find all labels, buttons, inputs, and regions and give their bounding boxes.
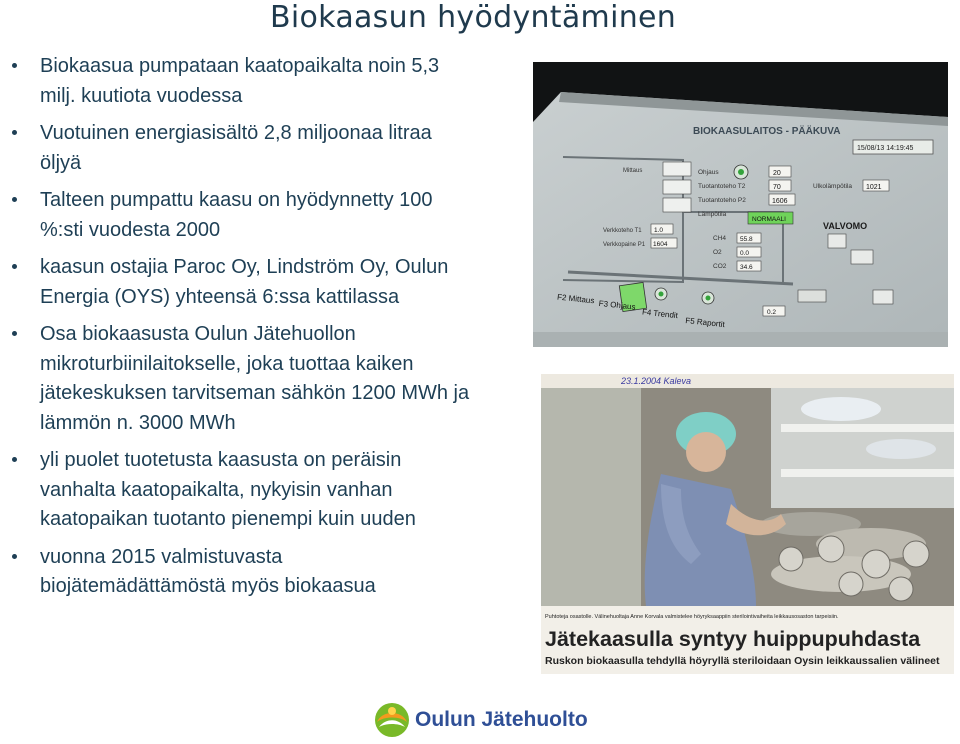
- bullet-dot: [12, 63, 17, 68]
- scada-label: Ulkolämpötila: [813, 183, 853, 190]
- scada-value: 55.8: [740, 236, 753, 243]
- bullet-item: [0, 119, 470, 178]
- bullet-text: Biokaasua pumpataan kaatopaikalta noin 5,3 milj. kuutiota vuodessa: [40, 55, 440, 107]
- scada-timestamp: 15/08/13 14:19:45: [857, 145, 914, 152]
- scada-value: 1604: [653, 241, 668, 248]
- scada-value: 34.6: [740, 264, 753, 271]
- scada-title: BIOKAASULAITOS - PÄÄKUVA: [693, 126, 841, 137]
- bullet-text: yli puolet tuotetusta kaasusta on peräisin vanhalta kaatopaikalta, nykyisin vanhan kaatopaikan tuotanto pienempi kuin uuden: [40, 449, 416, 530]
- slide-title: Biokaasun hyödyntäminen: [270, 0, 677, 35]
- bullet-dot: [12, 130, 17, 135]
- bullet-text: Osa biokaasusta Oulun Jätehuollon mikroturbiinilaitokselle, joka tuottaa kaiken jätekeskuksen tarvitseman sähkön 1200 MWh ja lämmön n. 3000 MWh: [40, 323, 470, 434]
- scada-fkey: F2 Mittaus: [556, 292, 595, 306]
- scada-label: Verkkoteho T1: [603, 228, 642, 234]
- scada-label: Tuotantoteho T2: [698, 183, 746, 190]
- scada-value: 1606: [772, 198, 788, 205]
- clipping-caption: Puhtoteja osastolle. Välinehuoltaja Anne Korvala valmistelee höyryksaappiin sterilointivaiheita leikkausosaston tarpeisiin.: [545, 614, 839, 620]
- scada-label: Verkkopaine P1: [603, 242, 646, 248]
- scada-label: CH4: [713, 235, 727, 242]
- clipping-illustration: [541, 374, 954, 674]
- scada-value: 1021: [866, 184, 882, 191]
- bullet-dot: [12, 264, 17, 269]
- bullet-item: [0, 186, 470, 245]
- scada-label: Ohjaus: [698, 169, 719, 176]
- scada-valvomo: VALVOMO: [823, 221, 868, 231]
- bullet-dot: [12, 331, 17, 336]
- bullet-item: [0, 52, 470, 111]
- newspaper-clipping: [541, 374, 954, 674]
- scada-value: 1.0: [654, 227, 664, 234]
- bullet-text: Talteen pumpattu kaasu on hyödynnetty 100 %:sti vuodesta 2000: [40, 189, 433, 241]
- scada-value: 70: [773, 184, 781, 191]
- bullet-dot: [12, 197, 17, 202]
- clipping-date-note: 23.1.2004 Kaleva: [621, 376, 692, 386]
- scada-value: 0.2: [767, 309, 777, 316]
- scada-label: Tuotantoteho P2: [698, 197, 746, 204]
- bullet-item: [0, 320, 470, 438]
- bullet-list: [0, 52, 470, 610]
- scada-screen-illustration: [533, 62, 948, 347]
- bullet-item: [0, 446, 470, 535]
- bullet-text: kaasun ostajia Paroc Oy, Lindström Oy, Oulun Energia (OYS) yhteensä 6:ssa kattilassa: [40, 256, 449, 308]
- scada-fkey: F4 Trendit: [641, 307, 679, 321]
- clipping-subheadline: Ruskon biokaasulla tehdyllä höyryllä steriloidaan Oysin leikkaussalien välineet: [545, 655, 940, 667]
- scada-fkey: F5 Raportit: [684, 316, 726, 330]
- bullet-dot: [12, 554, 17, 559]
- logo-text: Oulun Jätehuolto: [415, 708, 588, 731]
- scada-value: 20: [773, 170, 781, 177]
- scada-screen-photo: [533, 62, 948, 347]
- clipping-headline: Jätekaasulla syntyy huippupuhdasta: [545, 627, 921, 651]
- scada-value: 0.0: [740, 250, 750, 257]
- svg-text:Mittaus: Mittaus: [623, 168, 643, 174]
- logo-emblem-icon: [372, 700, 412, 740]
- scada-label: CO2: [713, 263, 727, 270]
- bullet-text: Vuotuinen energiasisältö 2,8 miljoonaa litraa öljyä: [40, 122, 432, 174]
- scada-label: Lämpötila: [698, 211, 727, 218]
- bullet-item: [0, 253, 470, 312]
- company-logo: [372, 700, 588, 740]
- bullet-text: vuonna 2015 valmistuvasta biojätemädättämöstä myös biokaasua: [40, 545, 376, 597]
- scada-normal: NORMAALI: [752, 216, 786, 223]
- scada-fkey: F3 Ohjaus: [598, 298, 636, 312]
- scada-label: O2: [713, 249, 722, 256]
- bullet-item: [0, 543, 470, 602]
- bullet-dot: [12, 457, 17, 462]
